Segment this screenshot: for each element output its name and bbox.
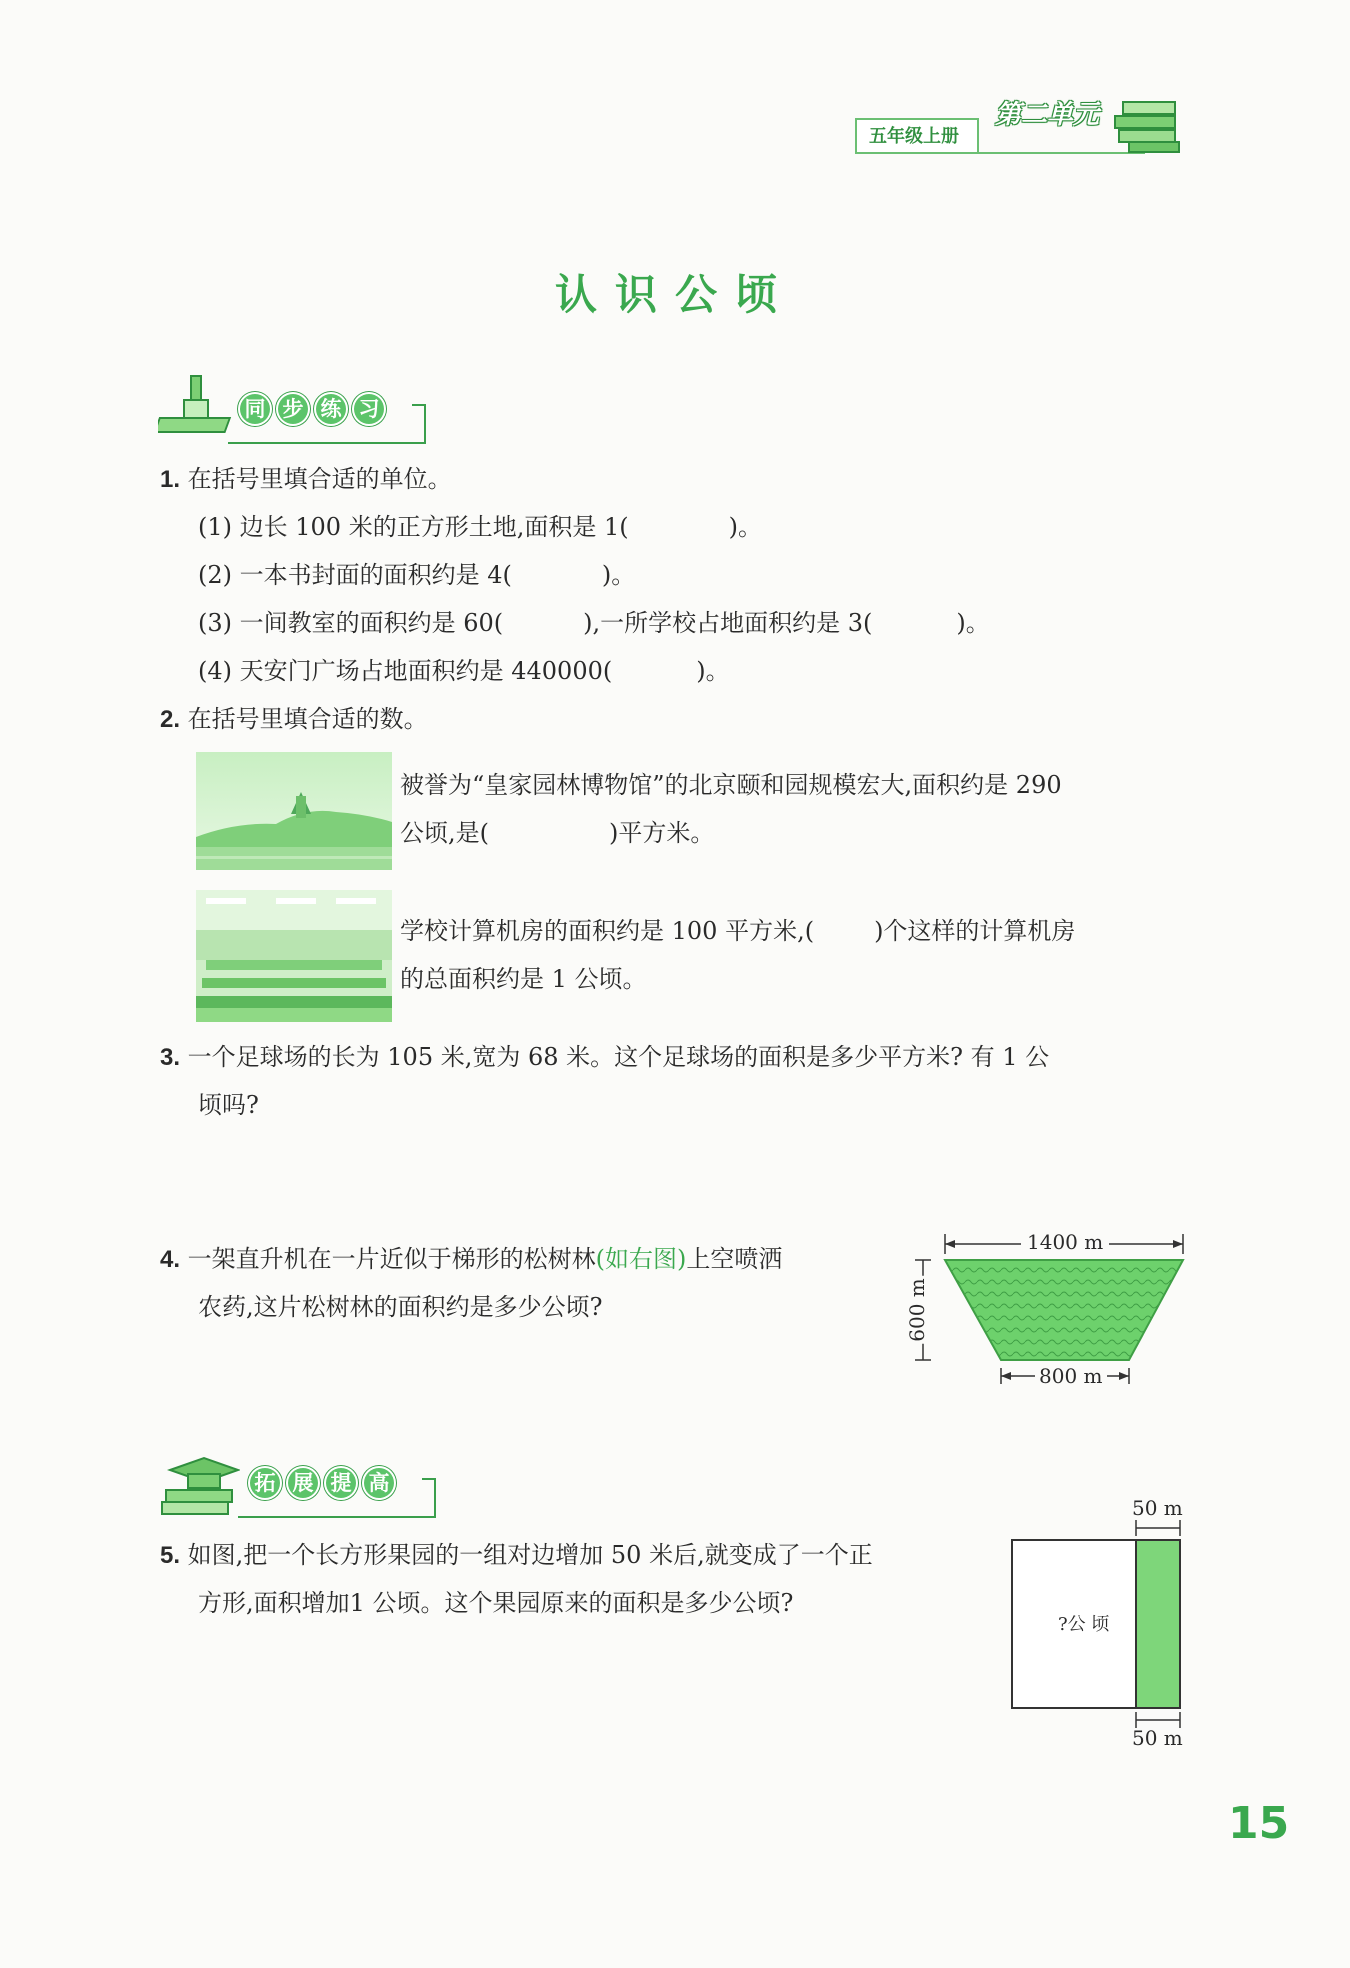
q2a-line2-end: )平方米。	[609, 819, 715, 847]
q2-stem-text: 在括号里填合适的数。	[187, 705, 428, 733]
q4-height-label: 600 m	[904, 1278, 929, 1342]
section-extend-char: 提	[324, 1466, 358, 1500]
q2b-line1-text: 学校计算机房的面积约是 100 平方米,(	[400, 917, 815, 945]
q1-item-3-text: (3) 一间教室的面积约是 60(	[198, 609, 504, 637]
section-extend-title	[248, 1466, 400, 1500]
q5-line1-text: 如图,把一个长方形果园的一组对边增加 50 米后,就变成了一个正	[187, 1541, 873, 1569]
q1-stem-text: 在括号里填合适的单位。	[187, 465, 452, 493]
q1-item-3-mid: ),一所学校占地面积约是 3(	[583, 609, 873, 637]
section-extend-bracket	[422, 1478, 436, 1518]
q5-bottom-label: 50 m	[1132, 1726, 1183, 1750]
q2b-line1-end: )个这样的计算机房	[874, 917, 1076, 945]
q1-item-1	[198, 510, 762, 544]
q1-item-4-end: )。	[696, 657, 730, 685]
section-extend-char: 展	[286, 1466, 320, 1500]
summer-palace-photo	[196, 752, 392, 870]
q5-square-figure	[1010, 1496, 1195, 1760]
header-grade: 五年级上册	[869, 126, 959, 147]
q1-item-4	[198, 654, 730, 688]
desk-lamp-icon	[158, 368, 238, 446]
section-practice-char: 同	[238, 392, 272, 426]
q5-line2: 方形,面积增加1 公顷。这个果园原来的面积是多少公顷?	[198, 1589, 794, 1617]
q4-bottom-label: 800 m	[1035, 1364, 1107, 1388]
q1-item-2-end: )。	[601, 561, 636, 589]
q2-stem	[160, 702, 428, 737]
q1-stem	[160, 462, 452, 497]
q2b-line2: 的总面积约是 1 公顷。	[400, 965, 647, 993]
q5-line1	[160, 1538, 873, 1573]
books-cap-icon	[160, 1446, 240, 1520]
q3-line2: 顷吗?	[198, 1091, 259, 1119]
q4-figure-ref: (如右图)	[595, 1245, 687, 1273]
section-extend-char: 高	[362, 1466, 396, 1500]
q5-number: 5.	[160, 1542, 181, 1569]
section-practice-char: 步	[276, 392, 310, 426]
q3-line1-text: 一个足球场的长为 105 米,宽为 68 米。这个足球场的面积是多少平方米? 有 1 公	[187, 1043, 1050, 1071]
q1-item-1-text: (1) 边长 100 米的正方形土地,面积是 1(	[198, 513, 629, 541]
computer-room-photo	[196, 890, 392, 1022]
q4-line2: 农药,这片松树林的面积约是多少公顷?	[198, 1293, 603, 1321]
q2a-line2-text: 公顷,是(	[400, 819, 489, 847]
section-extend-underline	[238, 1516, 434, 1518]
q3-number: 3.	[160, 1044, 181, 1071]
section-practice-bracket	[412, 404, 426, 444]
q5-top-label: 50 m	[1132, 1496, 1183, 1520]
q1-item-2-text: (2) 一本书封面的面积约是 4(	[198, 561, 512, 589]
q1-item-2	[198, 558, 635, 592]
q4-line1-end: 上空喷洒	[686, 1245, 783, 1273]
q1-item-1-end: )。	[728, 513, 762, 541]
q4-top-label: 1400 m	[1021, 1230, 1109, 1254]
q2a-line1: 被誉为“皇家园林博物馆”的北京颐和园规模宏大,面积约是 290	[400, 771, 1062, 799]
q5-center-label: ?公 顷	[1058, 1614, 1110, 1635]
section-extend-char: 拓	[248, 1466, 282, 1500]
section-practice-title	[238, 392, 390, 426]
page-number: 15	[1228, 1798, 1290, 1849]
q1-item-3-end: )。	[956, 609, 990, 637]
q4-number: 4.	[160, 1246, 181, 1273]
q1-item-4-text: (4) 天安门广场占地面积约是 440000(	[198, 657, 613, 685]
page-title: 认识公顷	[554, 270, 795, 319]
q2-number: 2.	[160, 706, 181, 733]
q2a-line2	[400, 816, 714, 850]
q4-line1	[160, 1242, 782, 1277]
header-unit: 第二单元	[995, 100, 1100, 130]
q2b-line1	[400, 914, 1075, 948]
header-badge	[855, 90, 1185, 160]
q4-trapezoid-figure	[905, 1228, 1195, 1398]
q1-number: 1.	[160, 466, 181, 493]
q1-item-3	[198, 606, 990, 640]
q4-line1-text: 一架直升机在一片近似于梯形的松树林	[187, 1245, 596, 1273]
section-practice-char: 习	[352, 392, 386, 426]
section-practice-underline	[228, 442, 424, 444]
q3-line1	[160, 1040, 1049, 1075]
section-practice-char: 练	[314, 392, 348, 426]
book-stack-icon	[1113, 90, 1183, 156]
